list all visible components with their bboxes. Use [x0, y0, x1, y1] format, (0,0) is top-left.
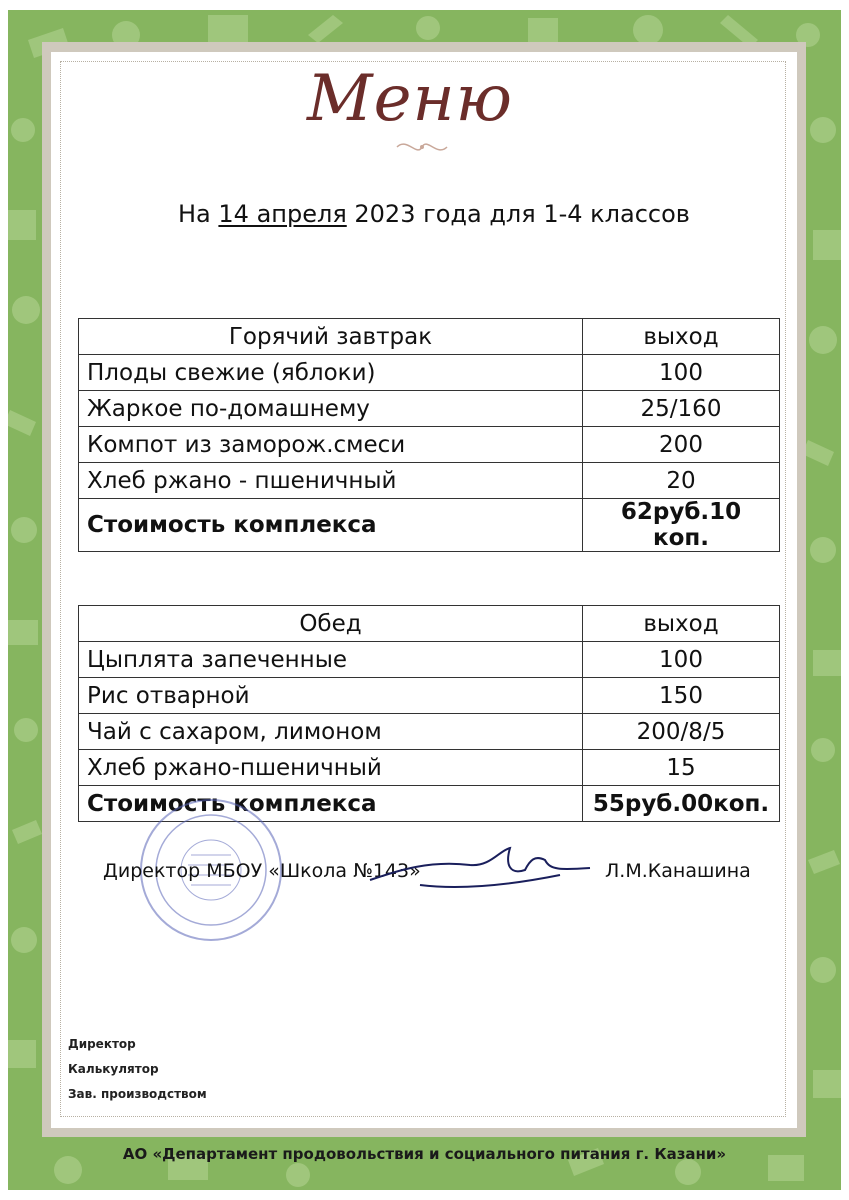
flourish-ornament	[392, 132, 452, 162]
company-footer: АО «Департамент продовольствия и социального питания г. Казани»	[122, 1145, 727, 1163]
breakfast-table	[78, 318, 780, 552]
dish-output: 25/160	[583, 391, 780, 427]
approval-production: Зав. производством	[68, 1087, 207, 1101]
dish-output: 20	[583, 463, 780, 499]
dish-name: Компот из заморож.смеси	[79, 427, 583, 463]
table-row	[79, 750, 780, 786]
approval-calculator: Калькулятор	[68, 1062, 159, 1076]
total-label: Стоимость комплекса	[79, 786, 583, 822]
dish-name: Хлеб ржано-пшеничный	[79, 750, 583, 786]
dish-output: 15	[583, 750, 780, 786]
date-suffix: 2023 года для 1-4 классов	[354, 200, 690, 228]
table-header-row	[79, 319, 780, 355]
output-header: выход	[583, 319, 780, 355]
approval-director: Директор	[68, 1037, 136, 1051]
total-row	[79, 499, 780, 552]
menu-title: Меню	[307, 62, 513, 136]
breakfast-header: Горячий завтрак	[79, 319, 583, 355]
table-row	[79, 678, 780, 714]
handwritten-signature	[360, 840, 600, 900]
table-header-row	[79, 606, 780, 642]
date-day-month: 14 апреля	[218, 200, 347, 228]
output-header: выход	[583, 606, 780, 642]
dish-output: 150	[583, 678, 780, 714]
dish-name: Цыплята запеченные	[79, 642, 583, 678]
menu-date-line	[178, 200, 690, 228]
table-row	[79, 391, 780, 427]
table-row	[79, 355, 780, 391]
dish-name: Жаркое по-домашнему	[79, 391, 583, 427]
lunch-header: Обед	[79, 606, 583, 642]
dish-name: Хлеб ржано - пшеничный	[79, 463, 583, 499]
approvals-list	[68, 1032, 207, 1107]
dish-output: 200	[583, 427, 780, 463]
director-name: Л.М.Канашина	[605, 860, 751, 882]
table-row	[79, 642, 780, 678]
dish-output: 100	[583, 642, 780, 678]
dish-name: Плоды свежие (яблоки)	[79, 355, 583, 391]
table-row	[79, 714, 780, 750]
total-price: 62руб.10 коп.	[583, 499, 780, 552]
dish-name: Рис отварной	[79, 678, 583, 714]
dish-output: 100	[583, 355, 780, 391]
director-title: Директор МБОУ «Школа №143»	[103, 860, 421, 882]
total-price: 55руб.00коп.	[583, 786, 780, 822]
total-label: Стоимость комплекса	[79, 499, 583, 552]
date-prefix: На	[178, 200, 211, 228]
table-row	[79, 427, 780, 463]
lunch-table	[78, 605, 780, 822]
table-row	[79, 463, 780, 499]
dish-output: 200/8/5	[583, 714, 780, 750]
dish-name: Чай с сахаром, лимоном	[79, 714, 583, 750]
